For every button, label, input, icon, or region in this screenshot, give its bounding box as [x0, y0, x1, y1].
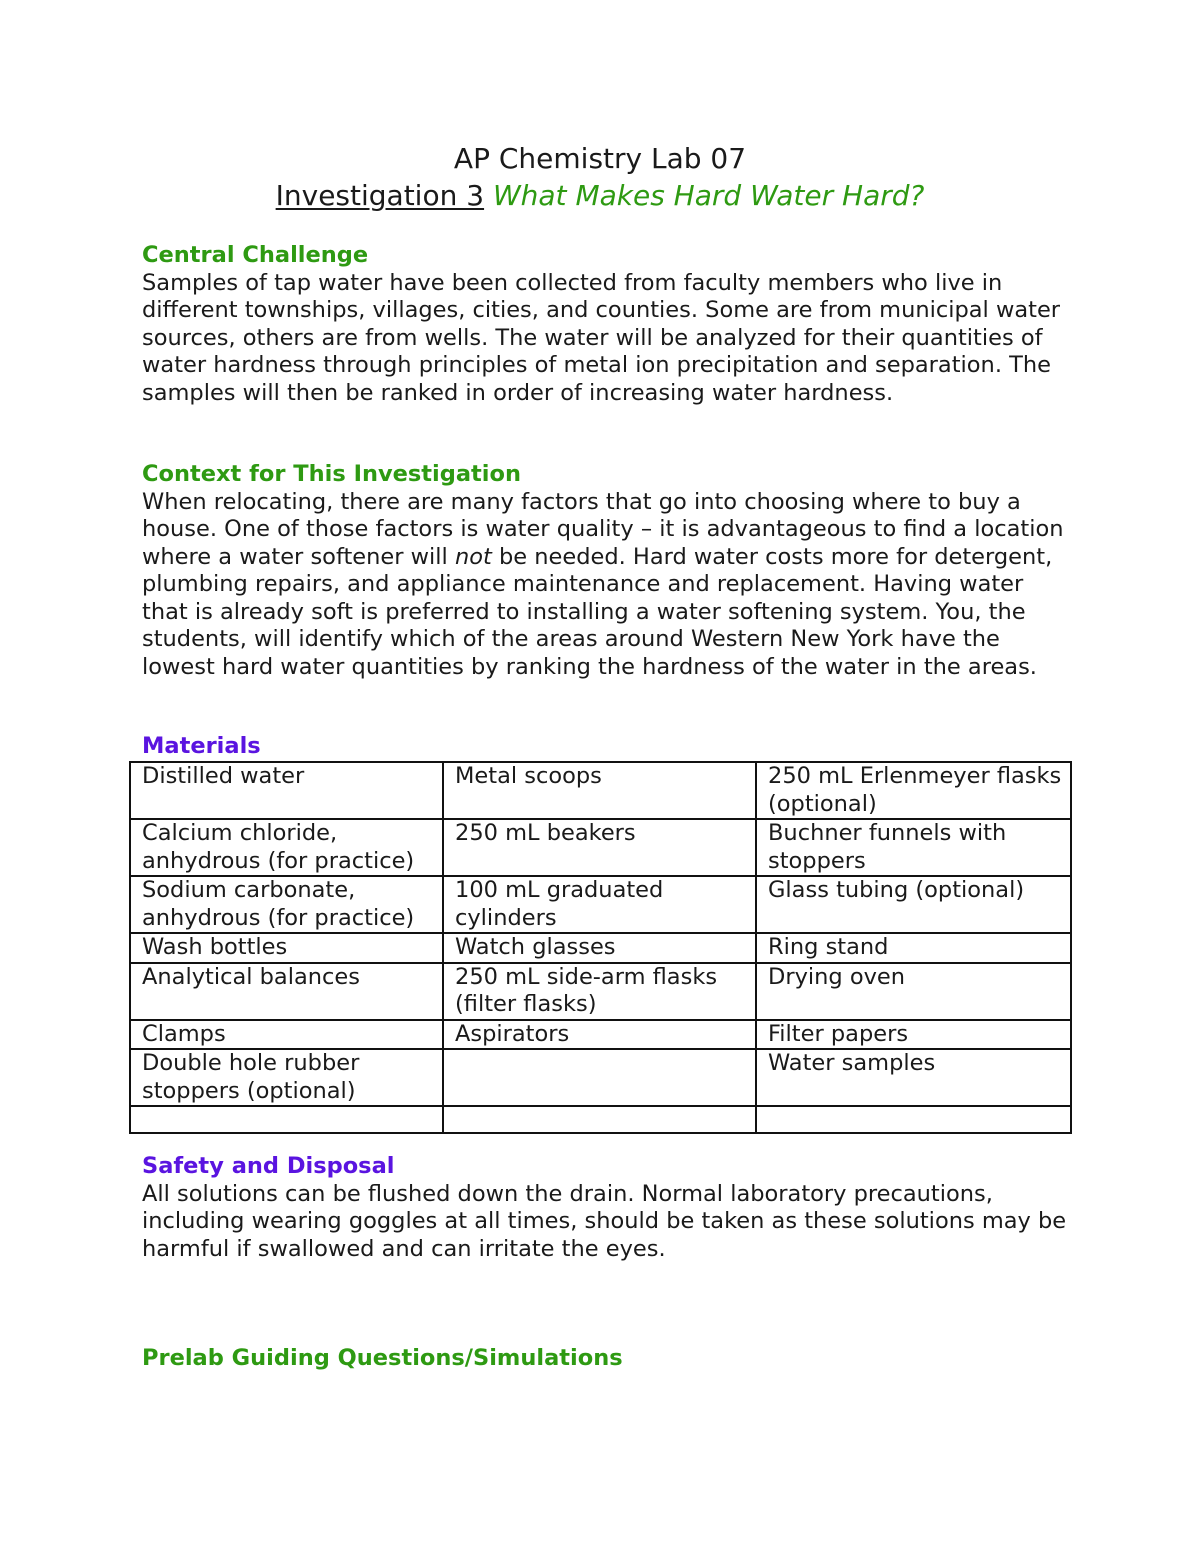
materials-section — [142, 733, 1072, 761]
title-block — [0, 140, 1200, 214]
investigation-title — [0, 177, 1200, 214]
safety-section — [142, 1153, 1072, 1263]
prelab-heading: Prelab Guiding Questions/Simulations — [142, 1345, 623, 1371]
table-cell: Calcium chloride, anhydrous (for practice) — [130, 819, 443, 876]
table-cell: Clamps — [130, 1020, 443, 1050]
table-cell: 250 mL Erlenmeyer flasks (optional) — [756, 762, 1071, 819]
table-row — [130, 819, 1071, 876]
table-cell: Distilled water — [130, 762, 443, 819]
table-cell: Water samples — [756, 1049, 1071, 1106]
table-cell: Aspirators — [443, 1020, 756, 1050]
investigation-number: Investigation 3 — [275, 179, 485, 212]
table-cell: Filter papers — [756, 1020, 1071, 1050]
table-row — [130, 762, 1071, 819]
table-cell — [130, 1106, 443, 1133]
table-cell: Sodium carbonate, anhydrous (for practice) — [130, 876, 443, 933]
table-row — [130, 876, 1071, 933]
table-cell: Metal scoops — [443, 762, 756, 819]
table-row — [130, 1106, 1071, 1133]
investigation-subtitle: What Makes Hard Water Hard? — [492, 179, 925, 212]
context-text — [142, 489, 1072, 682]
table-cell: Double hole rubber stoppers (optional) — [130, 1049, 443, 1106]
table-row — [130, 1020, 1071, 1050]
prelab-section — [142, 1345, 1072, 1373]
table-cell: 100 mL graduated cylinders — [443, 876, 756, 933]
context-text-part2: be needed. Hard water costs more for detergent, plumbing repairs, and appliance maintenance and replacement. Having water that is already soft is preferred to installing a water softening system. You, the students, will identify which of the areas around Western New York have the lowest hard water quantities by ranking the hardness of the water in the areas. — [142, 543, 1053, 680]
table-cell: Wash bottles — [130, 933, 443, 963]
table-cell: Ring stand — [756, 933, 1071, 963]
table-cell: Buchner funnels with stoppers — [756, 819, 1071, 876]
materials-heading: Materials — [142, 733, 261, 759]
context-section — [142, 461, 1072, 681]
table-cell — [756, 1106, 1071, 1133]
table-row — [130, 963, 1071, 1020]
table-row — [130, 933, 1071, 963]
central-challenge-text: Samples of tap water have been collected from faculty members who live in different townships, villages, cities, and counties. Some are from municipal water sources, others are from wells. The water will be analyzed for their quantities of water hardness through principles of metal ion precipitation and separation. The samples will then be ranked in order of increasing water hardness. — [142, 269, 1061, 406]
table-row — [130, 1049, 1071, 1106]
central-challenge-section — [142, 242, 1072, 407]
context-text-emphasis: not — [454, 543, 492, 570]
table-cell: Drying oven — [756, 963, 1071, 1020]
table-cell: 250 mL beakers — [443, 819, 756, 876]
safety-text: All solutions can be flushed down the drain. Normal laboratory precautions, including wearing goggles at all times, should be taken as these solutions may be harmful if swallowed and can irritate the eyes. — [142, 1180, 1067, 1262]
context-heading: Context for This Investigation — [142, 461, 521, 487]
context-text-part1: When relocating, there are many factors that go into choosing where to buy a house. One of those factors is water quality – it is advantageous to find a location where a water softener will — [142, 488, 1064, 570]
table-cell: Analytical balances — [130, 963, 443, 1020]
materials-table — [129, 761, 1072, 1134]
table-cell — [443, 1049, 756, 1106]
doc-title: AP Chemistry Lab 07 — [453, 142, 747, 175]
safety-heading: Safety and Disposal — [142, 1153, 395, 1179]
table-cell: 250 mL side-arm flasks (filter flasks) — [443, 963, 756, 1020]
table-cell: Glass tubing (optional) — [756, 876, 1071, 933]
table-cell — [443, 1106, 756, 1133]
central-challenge-heading: Central Challenge — [142, 242, 369, 268]
table-cell: Watch glasses — [443, 933, 756, 963]
